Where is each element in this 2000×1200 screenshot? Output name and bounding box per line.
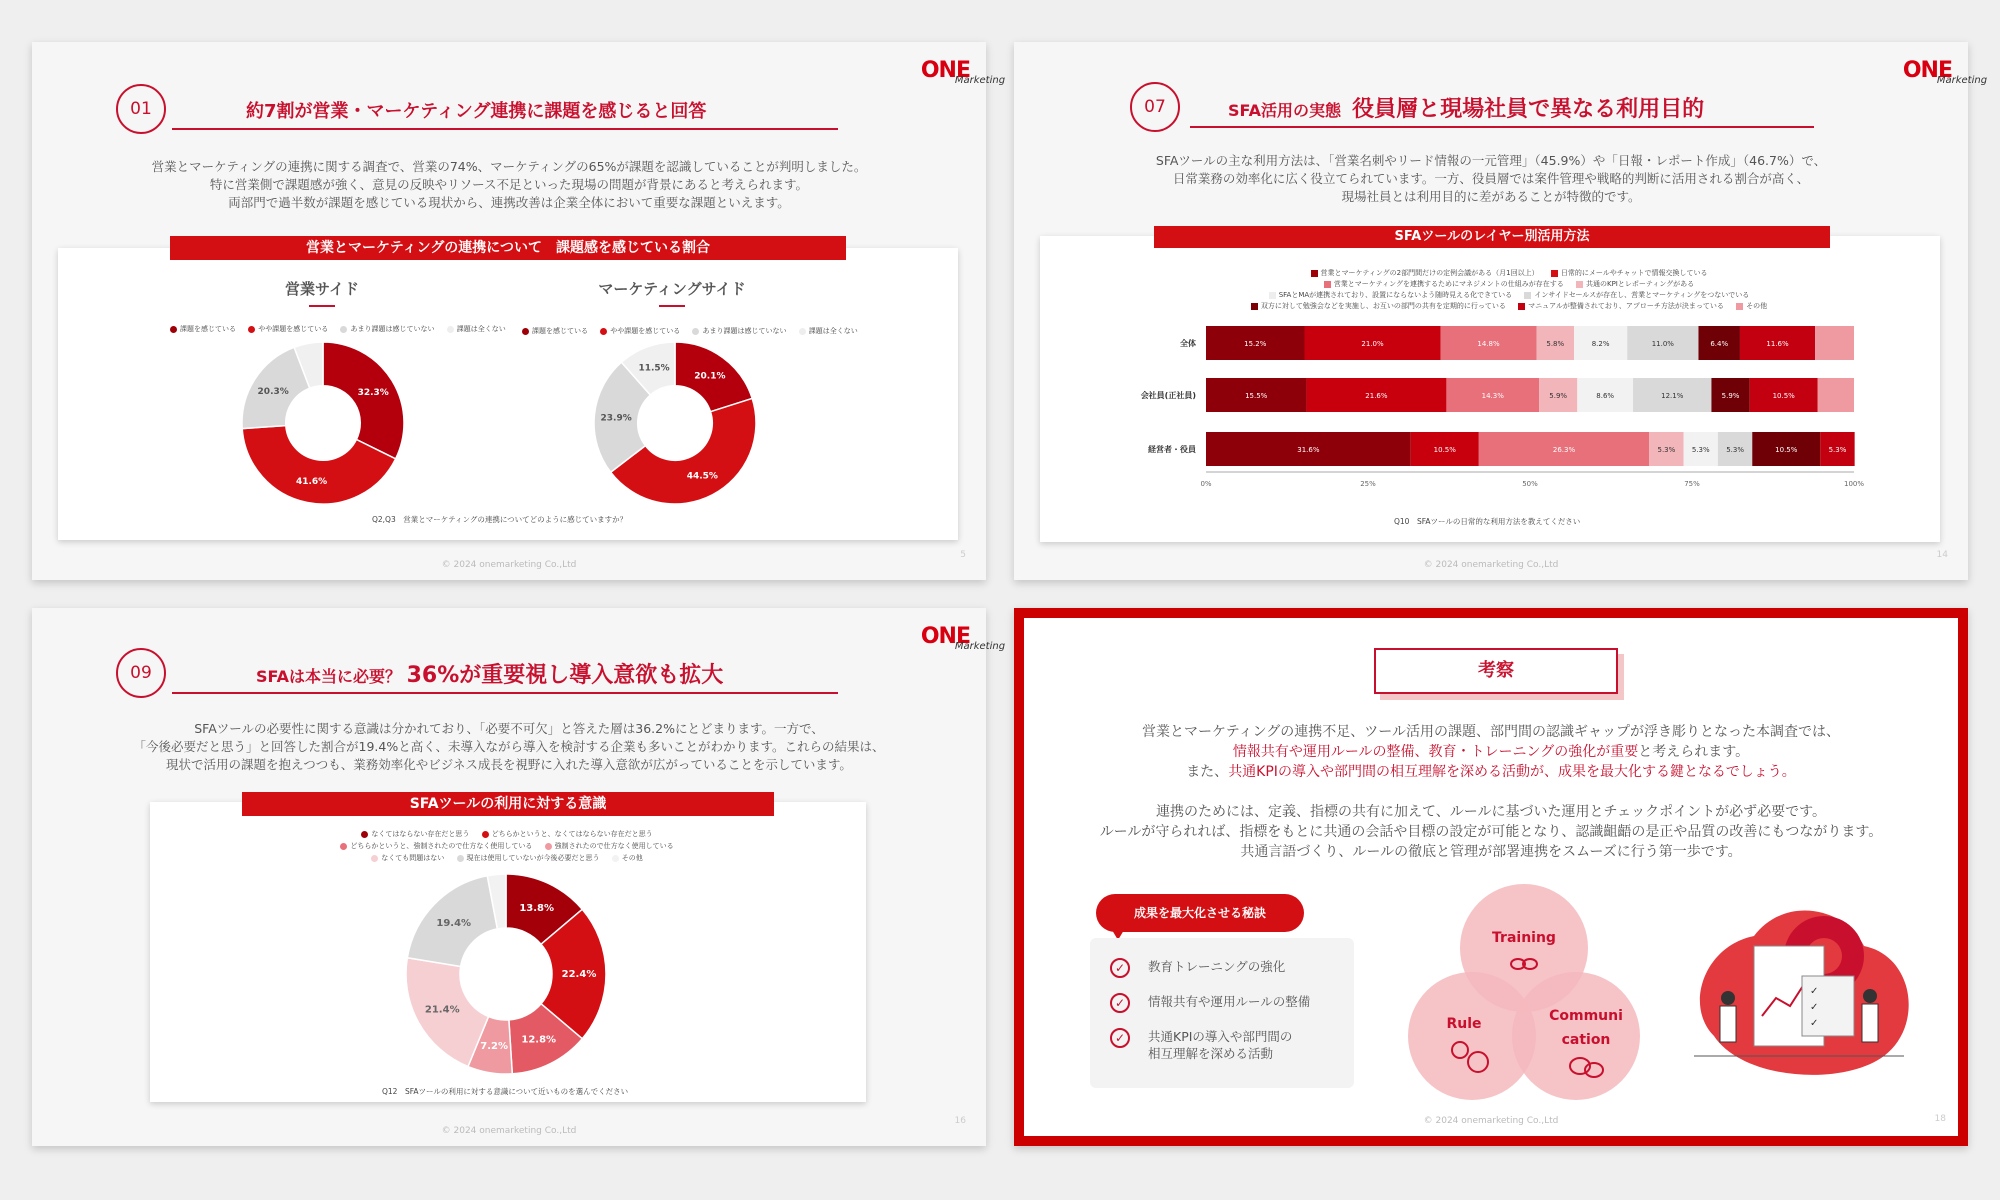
bar-data-label: 11.0%: [1651, 340, 1674, 348]
copyright: © 2024 onemarketing Co.,Ltd: [1423, 560, 1559, 570]
chart-panel: [58, 248, 958, 540]
section-number: 09: [116, 648, 166, 698]
page-number: 5: [960, 550, 966, 560]
bar-data-label: 5.9%: [1721, 392, 1740, 400]
x-tick-label: 0%: [1200, 480, 1212, 488]
copyright: © 2024 onemarketing Co.,Ltd: [441, 560, 577, 570]
checklist: [1090, 938, 1354, 1088]
venn-label-cation: cation: [1561, 1032, 1611, 1048]
x-tick-label: 75%: [1684, 480, 1700, 488]
copyright: © 2024 onemarketing Co.,Ltd: [1423, 1116, 1559, 1126]
title-underline: [172, 692, 838, 694]
stacked-bar-chart: [1094, 326, 1914, 496]
x-tick-label: 25%: [1360, 480, 1376, 488]
marketing-side-heading: マーケティングサイド: [562, 278, 782, 307]
slide-18-kousatsu[interactable]: [1014, 608, 1968, 1146]
donut-legend: なくてはならない存在だと思う どちらかというと、なくてはならない存在だと思う どちらかというと、強制されたので仕方なく使用している 強制されたので仕方なく使用している なくても問題はない 現在は使用していないが今後必要だと思う その他: [192, 828, 832, 864]
donut-data-label: 41.6%: [295, 477, 328, 488]
bar-data-label: 31.6%: [1297, 446, 1320, 454]
bar-data-label: 21.6%: [1365, 392, 1388, 400]
one-marketing-logo: ONE Marketing: [920, 624, 1006, 652]
slide-01[interactable]: [32, 42, 1006, 580]
marketing-legend: 課題を感じている やや課題を感じている あまり課題は感じていない 課題は全くない: [522, 326, 868, 336]
donut-data-label: 32.3%: [357, 387, 389, 398]
bar-data-label: 14.8%: [1477, 340, 1500, 348]
check-item: ✓ 教育トレーニングの強化: [1110, 958, 1285, 975]
donut-data-label: 20.3%: [257, 387, 289, 398]
one-marketing-logo: ONE Marketing: [1902, 58, 1988, 86]
bar-category-label: 経営者・役員: [1148, 445, 1196, 454]
slide-description: 営業とマーケティングの連携に関する調査で、営業の74%、マーケティングの65%が課題を認識していることが判明しました。 特に営業側で課題感が強く、意見の反映やリソース不足といった現場の問題が背景にあると考えられます。 両部門で過半数が課題を感じている現状から、連携改善は企業全体において重要な課題といえます。: [151, 159, 867, 210]
bar-data-label: 12.1%: [1661, 392, 1684, 400]
donut-data-label: 12.8%: [521, 1034, 557, 1046]
check-icon: ✓: [1110, 958, 1130, 978]
slide-title: 考察: [1374, 648, 1618, 694]
bar-data-label: 5.3%: [1691, 446, 1710, 454]
question-note: Q2,Q3 営業とマーケティングの連携についてどのように感じていますか？: [372, 515, 628, 524]
slide-title: 約7割が営業・マーケティング連携に課題を感じると回答: [246, 101, 707, 122]
svg-text:✓: ✓: [1810, 986, 1819, 997]
bar-segment: [1815, 326, 1854, 360]
donut-data-label: 20.1%: [694, 371, 726, 382]
bar-data-label: 5.3%: [1657, 446, 1676, 454]
donut-data-label: 19.4%: [436, 918, 472, 930]
check-item: ✓ 情報共有や運用ルールの整備: [1110, 993, 1310, 1010]
check-item: ✓ 共通KPIの導入や部門間の 相互理解を深める活動: [1110, 1028, 1292, 1062]
bar-data-label: 5.3%: [1726, 446, 1744, 454]
chart-banner: 営業とマーケティングの連携について 課題感を感じている割合: [170, 236, 846, 260]
slide-title: SFAは本当に必要？ 36%が重要視し導入意欲も拡大: [256, 663, 724, 688]
donut-data-label: 22.4%: [561, 969, 597, 980]
bar-data-label: 8.6%: [1596, 392, 1615, 400]
conclusion-paragraph-1: 営業とマーケティングの連携不足、ツール活用の課題、部門間の認識ギャップが浮き彫りとなった本調査では、 情報共有や運用ルールの整備、教育・トレーニングの強化が重要と考えられます。 また、共通KPIの導入や部門間の相互理解を深める活動が、成果を最大化する鍵となるでしょう。: [1141, 724, 1841, 780]
sales-legend: 課題を感じている やや課題を感じている あまり課題は感じていない 課題は全くない: [170, 324, 516, 334]
check-icon: ✓: [1110, 1028, 1130, 1048]
svg-text:✓: ✓: [1810, 1018, 1819, 1029]
page-number: 14: [1936, 550, 1948, 560]
bar-data-label: 5.3%: [1828, 446, 1847, 454]
bar-data-label: 10.5%: [1433, 446, 1456, 454]
bar-data-label: 14.3%: [1481, 392, 1504, 400]
x-tick-label: 100%: [1843, 480, 1865, 488]
sales-donut-chart: [238, 338, 408, 508]
title-underline: [172, 128, 838, 130]
donut-data-label: 44.5%: [686, 471, 718, 482]
x-tick-label: 50%: [1522, 480, 1538, 488]
bar-data-label: 11.6%: [1766, 340, 1789, 348]
svg-text:✓: ✓: [1810, 1002, 1819, 1013]
bar-data-label: 5.8%: [1546, 340, 1565, 348]
chart-banner: SFAツールのレイヤー別活用方法: [1154, 226, 1830, 248]
bar-category-label: 全体: [1180, 339, 1196, 348]
bar-data-label: 21.0%: [1361, 340, 1384, 348]
donut-data-label: 23.9%: [600, 413, 632, 424]
donut-data-label: 13.8%: [519, 902, 555, 914]
sales-side-heading: 営業サイド: [232, 278, 412, 307]
question-note: Q12 SFAツールの利用に対する意識について近いものを選んでください: [382, 1087, 629, 1096]
venn-label-communi: Communi: [1549, 1008, 1623, 1024]
secret-badge: 成果を最大化させる秘訣: [1096, 894, 1304, 932]
bar-data-label: 15.2%: [1244, 340, 1267, 348]
slide-09[interactable]: [32, 608, 1006, 1146]
copyright: © 2024 onemarketing Co.,Ltd: [441, 1126, 577, 1136]
business-illustration: [1674, 886, 1924, 1086]
donut-data-label: 21.4%: [424, 1004, 460, 1016]
donut-slice: [323, 342, 404, 459]
page-number: 18: [1934, 1114, 1946, 1124]
slide-description: SFAツールの必要性に関する意識は分かれており、「必要不可欠」と答えた層は36.2%にとどまります。一方で、 「今後必要だと思う」と回答した割合が19.4%と高く、未導入ながら導入を検討する企業も多いことがわかります。これらの結果は、 現状で活用の課題を抱えつつも、業務効率化やビジネス成長を視野に入れた導入意欲が広がっていることを示しています。: [133, 721, 885, 772]
bar-data-label: 15.5%: [1245, 392, 1268, 400]
conclusion-paragraph-2: 連携のためには、定義、指標の共有に加えて、ルールに基づいた運用とチェックポイントが必ず必要です。 ルールが守られれば、指標をもとに共通の会話や目標の設定が可能となり、認識齟齬の是正や品質の改善にもつながります。 共通言語づくり、ルールの徹底と管理が部署連携をスムーズに行う第一歩です。: [1099, 804, 1883, 860]
question-note: Q10 SFAツールの日常的な利用方法を教えてください: [1394, 517, 1581, 526]
title-underline: [1190, 126, 1814, 128]
slide-description: SFAツールの主な利用方法は、「営業名刺やリード情報の一元管理」（45.9%）や「日報・レポート作成」（46.7%）で、 日常業務の効率化に広く役立てられています。一方、役員層では案件管理や戦略的判断に活用される割合が高く、 現場社員とは利用目的に差があることが特徴的です。: [1155, 153, 1827, 204]
donut-data-label: 11.5%: [638, 363, 670, 374]
bar-data-label: 10.5%: [1775, 446, 1798, 454]
chart-banner: SFAツールの利用に対する意識: [242, 792, 774, 816]
section-number: 07: [1130, 82, 1180, 132]
venn-label-rule: Rule: [1446, 1016, 1482, 1032]
slide-07[interactable]: [1014, 42, 1988, 580]
bar-data-label: 6.4%: [1710, 340, 1729, 348]
bar-legend: 営業とマーケティングの2部門間だけの定例会議がある（月1回以上） 日常的にメールやチャットで情報交換している 営業とマーケティングを連携するためにマネジメントの仕組みが存在する 共通のKPIとレポーティングがある SFAとMAが連携されており、設置にならないよう随時見える化できている インサイドセールスが存在し、営業とマーケティングをつないでいる 双方に対して勉強会などを実施し、お互いの部門の共有を定期的に行っている マニュアルが整備されており、アプローチ方法が決まっている その他: [1164, 268, 1864, 312]
page-number: 16: [954, 1116, 966, 1126]
bar-segment: [1818, 378, 1854, 412]
bar-data-label: 10.5%: [1772, 392, 1795, 400]
sfa-awareness-donut-chart: [402, 870, 610, 1078]
bar-category-label: 会社員(正社員): [1140, 391, 1196, 400]
bar-data-label: 5.9%: [1549, 392, 1568, 400]
venn-diagram: [1394, 880, 1654, 1110]
marketing-donut-chart: [590, 338, 760, 508]
section-number: 01: [116, 84, 166, 134]
donut-data-label: 7.2%: [480, 1041, 508, 1053]
one-marketing-logo: ONE Marketing: [920, 58, 1006, 86]
check-icon: ✓: [1110, 993, 1130, 1013]
bar-data-label: 8.2%: [1591, 340, 1610, 348]
slide-title: SFA活用の実態 役員層と現場社員で異なる利用目的: [1228, 97, 1705, 122]
venn-label-training: Training: [1492, 930, 1556, 946]
bar-data-label: 26.3%: [1552, 446, 1576, 454]
